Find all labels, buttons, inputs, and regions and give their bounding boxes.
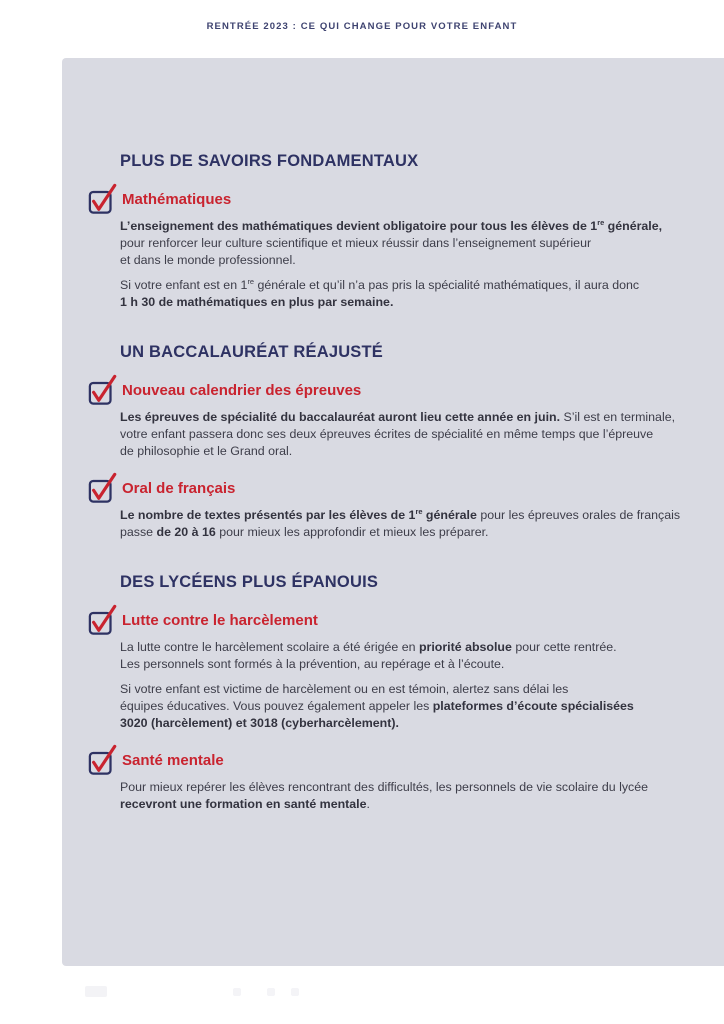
checked-checkbox-icon — [88, 744, 118, 775]
checked-checkbox-icon — [88, 183, 118, 214]
section-title: UN BACCALAURÉAT RÉAJUSTÉ — [120, 343, 383, 361]
paragraph: Pour mieux repérer les élèves rencontrant des difficultés, les personnels de vie scolaire du lycée recevront une formation en santé mentale. — [120, 780, 649, 811]
card-content — [62, 58, 724, 813]
paragraph: Les épreuves de spécialité du baccalauréat auront lieu cette année en juin. S’il est en terminale, votre enfant passera donc ses deux épreuves écrites de spécialité en même temps que l’épreuve de philosophie et le Grand oral. — [120, 410, 676, 458]
item-head — [88, 374, 696, 405]
section-lyceens-epanouis — [88, 573, 696, 813]
item-lutte-harcelement — [88, 604, 696, 732]
checked-checkbox-icon — [88, 604, 118, 635]
footer-faded-dot — [233, 988, 241, 996]
item-head — [88, 183, 696, 214]
item-title: Lutte contre le harcèlement — [122, 612, 318, 629]
item-paragraphs — [120, 218, 696, 311]
item-head — [88, 604, 696, 635]
paragraph: Si votre enfant est victime de harcèlement ou en est témoin, alertez sans délai les équipes éducatives. Vous pouvez également appeler les plateformes d’écoute spécialisées 3020 (harcèlement) et 3018 (cyberharcèlement). — [120, 682, 634, 730]
item-paragraphs — [120, 639, 696, 732]
item-title: Mathématiques — [122, 191, 232, 208]
section-title: DES LYCÉENS PLUS ÉPANOUIS — [120, 573, 379, 591]
paragraph: L’enseignement des mathématiques devient obligatoire pour tous les élèves de 1re générale, pour renforcer leur culture scientifique et mieux réussir dans l’enseignement supérieur et dans le monde professionnel. — [120, 217, 663, 267]
item-mathematiques — [88, 183, 696, 311]
section-baccalaureat — [88, 343, 696, 541]
item-title: Nouveau calendrier des épreuves — [122, 382, 362, 399]
item-paragraphs — [120, 507, 696, 541]
item-title: Oral de français — [122, 480, 236, 497]
section-title: PLUS DE SAVOIRS FONDAMENTAUX — [120, 152, 419, 170]
checked-checkbox-icon — [88, 374, 118, 405]
paragraph: Le nombre de textes présentés par les élèves de 1re générale pour les épreuves orales de français passe de 20 à 16 pour mieux les approfondir et mieux les préparer. — [120, 506, 681, 539]
footer-faded-logo — [85, 986, 107, 997]
item-sante-mentale — [88, 744, 696, 813]
item-head — [88, 472, 696, 503]
paragraph: La lutte contre le harcèlement scolaire a été érigée en priorité absolue pour cette rentrée. Les personnels sont formés à la prévention, au repérage et à l’écoute. — [120, 640, 617, 671]
checked-checkbox-icon — [88, 472, 118, 503]
paragraph: Si votre enfant est en 1re générale et qu’il n’a pas pris la spécialité mathématiques, il aura donc 1 h 30 de mathématiques en plus par semaine. — [120, 276, 640, 309]
item-paragraphs — [120, 409, 696, 460]
footer-faded-dot — [291, 988, 299, 996]
footer-faded-dot — [267, 988, 275, 996]
item-head — [88, 744, 696, 775]
item-title: Santé mentale — [122, 752, 224, 769]
page-header: RENTRÉE 2023 : CE QUI CHANGE POUR VOTRE ENFANT — [206, 21, 518, 32]
section-savoirs-fondamentaux — [88, 152, 696, 311]
content-card — [62, 58, 724, 966]
item-nouveau-calendrier — [88, 374, 696, 460]
item-oral-de-francais — [88, 472, 696, 541]
item-paragraphs — [120, 779, 696, 813]
